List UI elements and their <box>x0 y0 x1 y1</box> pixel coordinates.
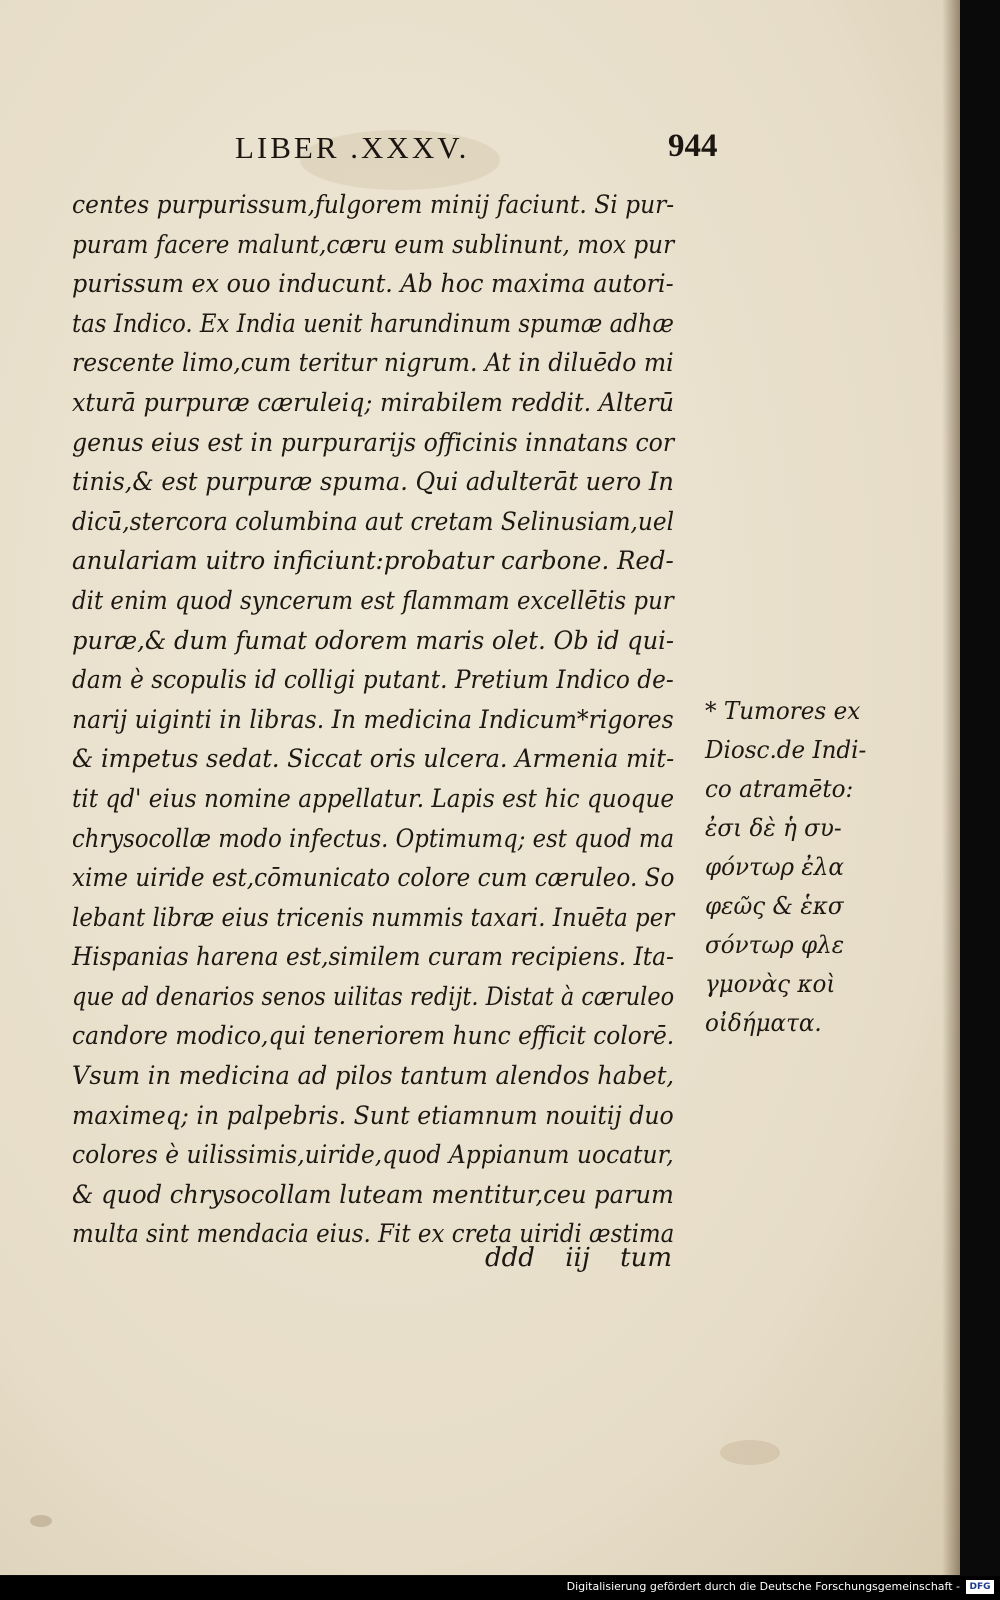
text-line: xime uiride est,cōmunicato colore cum cæruleo. So <box>72 863 675 893</box>
text-line: narij uiginti in libras. In medicina Indicum*rigores <box>72 704 674 734</box>
footer-credit: Digitalisierung gefördert durch die Deutsche Forschungsgemeinschaft - <box>566 1580 960 1593</box>
text-line: tas Indico. Ex India uenit harundinum spumæ adhæ <box>72 308 674 338</box>
catchword-signature: ddd iij tum <box>485 1243 672 1273</box>
text-line: dicū,stercora columbina aut cretam Selinusiam,uel <box>72 506 675 536</box>
text-line: Hispanias harena est,similem curam recipiens. Ita- <box>72 942 674 972</box>
marginal-note-line: ἐσι δὲ ἡ συ- <box>705 814 842 842</box>
paper-stain <box>720 1440 780 1465</box>
marginal-note-line: co atramēto: <box>705 775 854 803</box>
marginal-note-line: φόντωρ ἐλα <box>705 853 844 881</box>
text-line: multa sint mendacia eius. Fit ex creta uiridi æstima <box>72 1219 675 1249</box>
text-line: xturā purpuræ cæruleiq; mirabilem reddit. Alterū <box>72 387 674 417</box>
text-line: Vsum in medicina ad pilos tantum alendos habet, <box>72 1061 675 1091</box>
text-line: colores è uilissimis,uiride,quod Appianum uocatur, <box>72 1140 674 1170</box>
paper-stain <box>30 1515 52 1527</box>
marginal-note-line: Diosc.de Indi- <box>705 736 867 764</box>
text-line: anulariam uitro inficiunt:probatur carbone. Red- <box>72 546 674 576</box>
text-line: rescente limo,cum teritur nigrum. At in diluēdo mi <box>72 348 674 378</box>
text-line: purissum ex ouo inducunt. Ab hoc maxima autori- <box>72 269 674 299</box>
marginal-note-line: φεῶς & ἑκσ <box>705 892 844 920</box>
marginal-note-line: * Tumores ex <box>705 697 861 725</box>
text-line: tit qd' eius nomine appellatur. Lapis est hic quoque <box>72 783 675 813</box>
digitization-footer <box>0 1576 1000 1600</box>
page-number: 944 <box>668 128 718 164</box>
text-line: puræ,& dum fumat odorem maris olet. Ob id qui- <box>72 625 674 655</box>
marginal-note-line: οἰδήματα. <box>705 1009 822 1037</box>
text-line: puram facere malunt,cæru eum sublinunt, mox pur <box>72 229 675 259</box>
marginal-note-line: σόντωρ φλε <box>705 931 845 959</box>
dfg-logo: DFG <box>966 1580 994 1594</box>
text-line: dam è scopulis id colligi putant. Pretium Indico de- <box>72 665 674 695</box>
text-line: que ad denarios senos uilitas redijt. Distat à cæruleo <box>72 981 675 1011</box>
running-head: LIBER .XXXV. <box>235 130 470 165</box>
text-line: & impetus sedat. Siccat oris ulcera. Armenia mit- <box>72 744 675 774</box>
text-line: & quod chrysocollam luteam mentitur,ceu parum <box>72 1179 674 1209</box>
text-line: dit enim quod syncerum est flammam excellētis pur <box>72 585 674 615</box>
text-line: chrysocollæ modo infectus. Optimumq; est quod ma <box>72 823 675 853</box>
main-text-block <box>72 185 688 1254</box>
text-line: centes purpurissum,fulgorem minij faciunt. Si pur- <box>72 190 675 219</box>
marginal-note <box>700 692 950 1043</box>
text-line: genus eius est in purpurarijs officinis innatans cor <box>72 427 675 457</box>
text-line: lebant libræ eius tricenis nummis taxari. Inuēta per <box>72 902 675 932</box>
text-line: maximeq; in palpebris. Sunt etiamnum nouitij duo <box>72 1100 674 1130</box>
text-line: tinis,& est purpuræ spuma. Qui adulterāt uero In <box>72 467 674 497</box>
text-line: candore modico,qui teneriorem hunc efficit colorē. <box>72 1021 675 1051</box>
marginal-note-line: γμονὰς κοὶ <box>705 970 836 998</box>
